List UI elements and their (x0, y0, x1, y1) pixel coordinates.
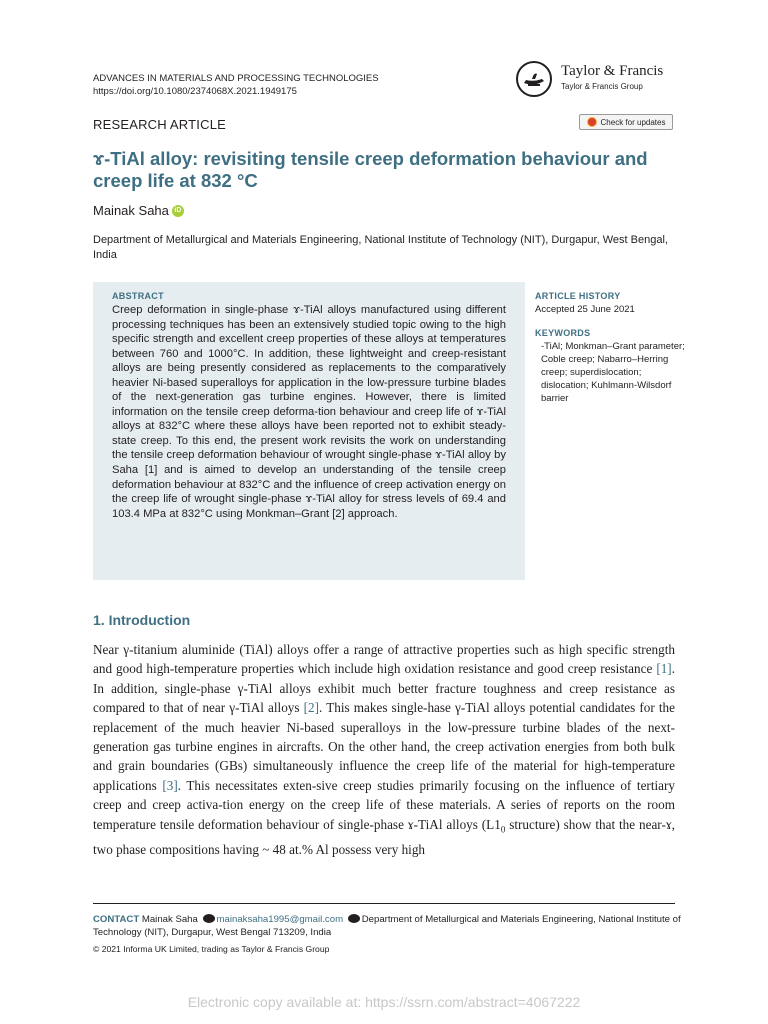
contact-name: Mainak Saha (141, 914, 198, 925)
accepted-date: Accepted 25 June 2021 (535, 304, 635, 315)
ssrn-watermark: Electronic copy available at: https://ssrn.com/abstract=4067222 (187, 994, 581, 1010)
article-history-heading: ARTICLE HISTORY (535, 291, 621, 301)
abstract-box (93, 282, 525, 580)
introduction-paragraph (93, 640, 675, 859)
subscript: 0 (500, 824, 506, 835)
article-title: ɤ-TiAl alloy: revisiting tensile creep deformation behaviour and creep life at 832 °C (93, 148, 648, 191)
check-for-updates-button[interactable] (579, 114, 673, 130)
check-updates-label: Check for updates (600, 117, 666, 127)
citation-link[interactable]: [1] (656, 661, 672, 677)
affiliation: Department of Metallurgical and Materials Engineering, National Institute of Technology (NIT), Durgapur, West Bengal, India (93, 234, 668, 261)
author-line (93, 203, 184, 218)
citation-link[interactable]: [3] (162, 777, 178, 793)
publisher-logo (515, 60, 677, 98)
citation-link[interactable]: [2] (303, 700, 320, 716)
publisher-group: Taylor & Francis Group (561, 82, 643, 91)
address-icon (348, 914, 360, 923)
intro-text-1: Near γ-titanium aluminide (TiAl) alloys offer a range of attractive properties such as high specific strength and good high-temperature properties which include high oxidation resistance and good creep resistance (93, 642, 675, 677)
article-history (535, 290, 685, 316)
publisher-lamp-icon (515, 60, 553, 98)
journal-name: ADVANCES IN MATERIALS AND PROCESSING TECHNOLOGIES (93, 73, 379, 84)
contact-footnote (93, 913, 683, 939)
publisher-name: Taylor & Francis (561, 63, 664, 79)
intro-text-3: . This makes single-hase γ-TiAl alloys potential candidates for the replacement of the much heavier Ni-based superalloys in the low-pressure turbine blades of the next-generation gas turbine engines in aircrafts. On the other hand, the creep activation energies from both bulk and grain boundaries (GBs) simultaneously influence the creep life of the material for high-temperature applications (93, 700, 675, 793)
contact-email[interactable]: mainaksaha1995@gmail.com (216, 914, 344, 925)
journal-header (93, 72, 379, 98)
author-name[interactable]: Mainak Saha (93, 203, 169, 218)
keywords-text: -TiAl; Monkman–Grant parameter; Coble creep; Nabarro–Herring creep; superdislocation; dislocation; Kuhlmann-Wilsdorf barrier (541, 341, 685, 404)
orcid-icon[interactable]: iD (172, 205, 184, 217)
intro-text-2: . In addition, single-phase γ-TiAl alloys exhibit much better fracture toughness and creep resistance as compared to that of near γ-TiAl alloys (93, 661, 675, 716)
check-updates-icon (587, 117, 597, 127)
email-icon (203, 914, 215, 923)
copyright: © 2021 Informa UK Limited, trading as Taylor & Francis Group (93, 944, 330, 954)
intro-text-4: . This necessitates exten-sive creep studies primarily focusing on the influence of tertiary creep and creep activa-tion energy on the creep life of these materials. A series of reports on the room temperature tensile deformation behaviour of single-phase ɤ-TiAl alloys (L1 (93, 777, 675, 832)
contact-address: Department of Metallurgical and Materials Engineering, National Institute of Technology (NIT), Durgapur, West Bengal 713209, India (93, 914, 681, 938)
abstract-text: Creep deformation in single-phase ɤ-TiAl alloys manufactured using different processing techniques has been an extensively studied topic owing to the high specific strength and excellent creep properties of these alloys at temperatures between 760 and 1000°C. In addition, these lightweight and creep-resistant alloys are being presently considered as replacements to the comparatively heavier Ni-based superalloys for application in the low-pressure turbine blades of the next-generation gas turbine engines. However, there is limited information on the tensile creep deforma-tion behaviour and creep life of ɤ-TiAl alloys at 832°C where these alloys have been reported not to exhibit steady-state creep. To this end, the present work revisits the work on understanding the tensile creep deformation behaviour of wrought single-phase ɤ-TiAl alloy by Saha [1] and is aimed to develop an understanding of the tensile creep deformation behaviour at 832°C and the influence of creep activation energy on the creep life of wrought single-phase ɤ-TiAl alloy for stress levels of 69.4 and 103.4 MPa at 832°C using Monkman–Grant [2] approach. (112, 304, 506, 520)
keywords (535, 327, 685, 405)
abstract-heading: ABSTRACT (112, 291, 164, 301)
section-heading: 1. Introduction (93, 612, 191, 628)
intro-text-5: structure) show that the near-ɤ, two phase compositions having ~ 48 at.% Al possess very high (93, 816, 675, 857)
keywords-heading: KEYWORDS (535, 328, 591, 338)
article-type: RESEARCH ARTICLE (93, 117, 226, 132)
contact-label: CONTACT (93, 914, 140, 925)
doi-link[interactable]: https://doi.org/10.1080/2374068X.2021.1949175 (93, 86, 297, 97)
footnote-divider (93, 903, 675, 904)
